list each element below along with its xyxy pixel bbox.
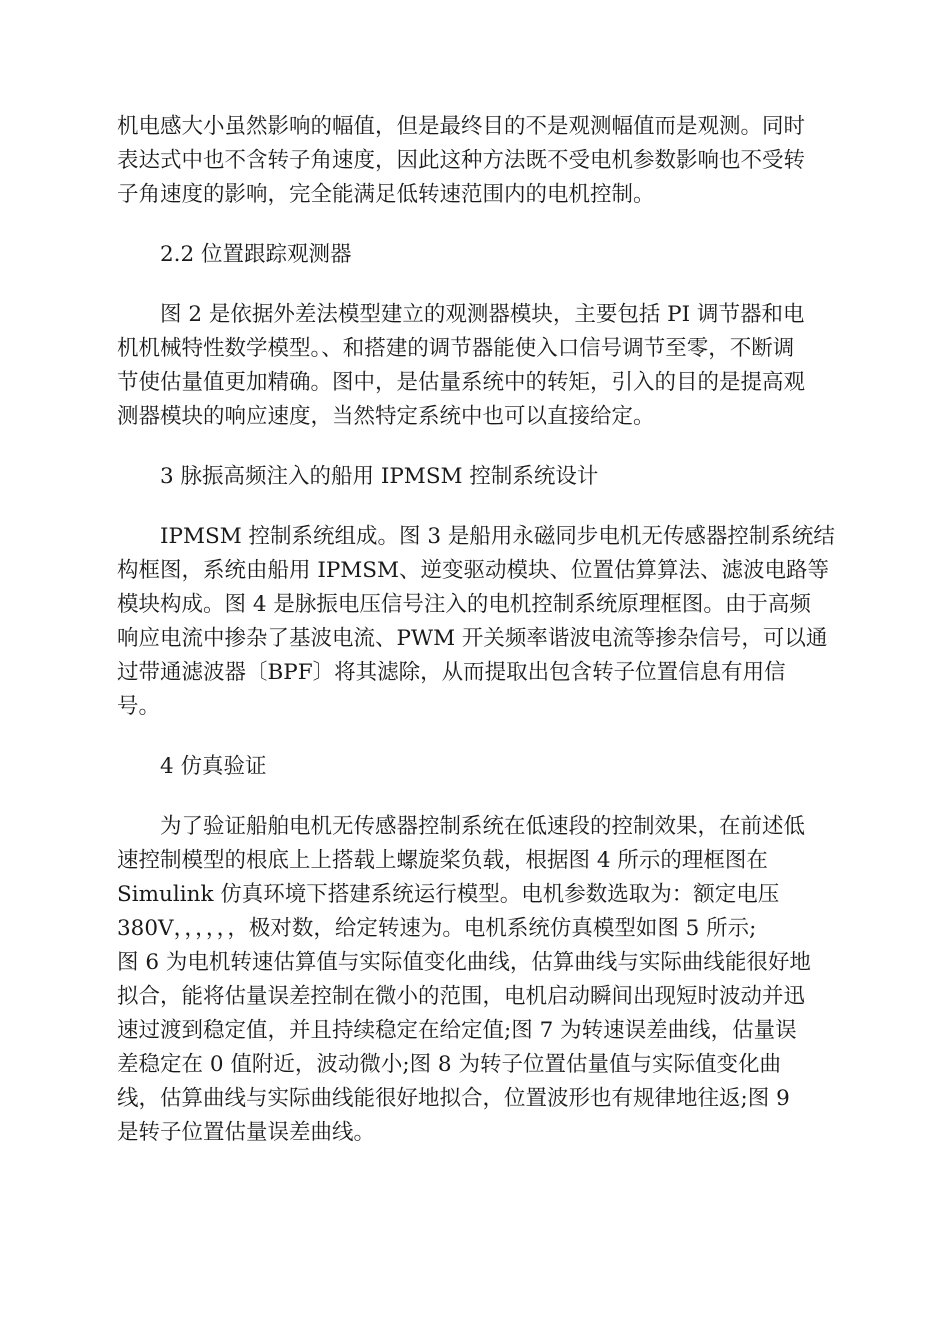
paragraph-4 xyxy=(117,810,834,1150)
text-line: 机机械特性数学模型。、和搭建的调节器能使入口信号调节至零，不断调 xyxy=(117,336,795,361)
text-line: 号。 xyxy=(117,694,161,719)
heading-text: 2.2 位置跟踪观测器 xyxy=(160,242,352,267)
heading-text: 3 脉振高频注入的船用 IPMSM 控制系统设计 xyxy=(160,464,599,489)
text-line: Simulink 仿真环境下搭建系统运行模型。电机参数选取为：额定电压 xyxy=(117,882,780,907)
paragraph-1 xyxy=(117,110,834,212)
text-line: 测器模块的响应速度，当然特定系统中也可以直接给定。 xyxy=(117,404,655,429)
text-line: 图 6 为电机转速估算值与实际值变化曲线，估算曲线与实际曲线能很好地 xyxy=(117,950,811,975)
text-line: 模块构成。图 4 是脉振电压信号注入的电机控制系统原理框图。由于高频 xyxy=(117,592,811,617)
text-line: 线，估算曲线与实际曲线能很好地拟合，位置波形也有规律地往返;图 9 xyxy=(117,1086,790,1111)
text-line: IPMSM 控制系统组成。图 3 是船用永磁同步电机无传感器控制系统结 xyxy=(160,524,835,549)
text-line: 是转子位置估量误差曲线。 xyxy=(117,1120,376,1145)
section-heading-3 xyxy=(117,460,834,494)
paragraph-3 xyxy=(117,520,834,724)
text-line: 节使估量值更加精确。图中，是估量系统中的转矩，引入的目的是提高观 xyxy=(117,370,806,395)
text-line: 构框图，系统由船用 IPMSM、逆变驱动模块、位置估算算法、滤波电路等 xyxy=(117,558,830,583)
text-line: 表达式中也不含转子角速度，因此这种方法既不受电机参数影响也不受转 xyxy=(117,148,806,173)
text-line: 速过渡到稳定值，并且持续稳定在给定值;图 7 为转速误差曲线，估量误 xyxy=(117,1018,797,1043)
section-heading-2-2 xyxy=(117,238,834,272)
text-line: 380V，，，，，，极对数，给定转速为。电机系统仿真模型如图 5 所示; xyxy=(117,916,757,941)
paragraph-2 xyxy=(117,298,834,434)
text-line: 为了验证船舶电机无传感器控制系统在低速段的控制效果，在前述低 xyxy=(160,814,806,839)
text-line: 过带通滤波器〔BPF〕将其滤除，从而提取出包含转子位置信息有用信 xyxy=(117,660,786,685)
text-line: 子角速度的影响，完全能满足低转速范围内的电机控制。 xyxy=(117,182,655,207)
text-line: 差稳定在 0 值附近，波动微小;图 8 为转子位置估量值与实际值变化曲 xyxy=(117,1052,781,1077)
text-line: 响应电流中掺杂了基波电流、PWM 开关频率谐波电流等掺杂信号，可以通 xyxy=(117,626,828,651)
text-line: 拟合，能将估量误差控制在微小的范围，电机启动瞬间出现短时波动并迅 xyxy=(117,984,806,1009)
text-line: 机电感大小虽然影响的幅值，但是最终目的不是观测幅值而是观测。同时 xyxy=(117,114,806,139)
text-line: 图 2 是依据外差法模型建立的观测器模块，主要包括 PI 调节器和电 xyxy=(160,302,805,327)
heading-text: 4 仿真验证 xyxy=(160,754,267,779)
text-line: 速控制模型的根底上上搭载上螺旋桨负载，根据图 4 所示的理框图在 xyxy=(117,848,768,873)
section-heading-4 xyxy=(117,750,834,784)
